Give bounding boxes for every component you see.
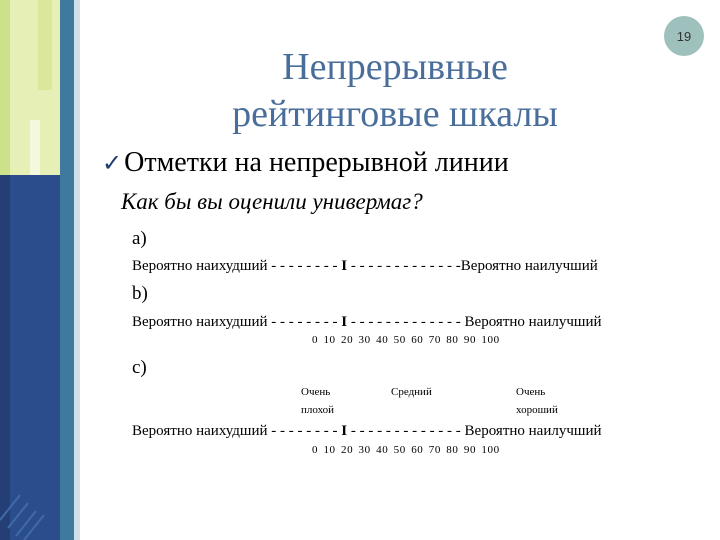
scale-marker: I bbox=[341, 258, 348, 274]
scale-dashes-right: - - - - - - - - - - - - - bbox=[347, 258, 461, 274]
item-c-anchor-right: Очень хороший bbox=[516, 386, 558, 416]
item-b-numbers: 0 10 20 30 40 50 60 70 80 90 100 bbox=[312, 334, 500, 346]
question-text: Как бы вы оценили универмаг? bbox=[121, 189, 423, 214]
scale-left-anchor: Вероятно наихудший bbox=[132, 258, 268, 274]
scale-right-anchor: Вероятно наилучший bbox=[464, 314, 602, 330]
scale-dashes-left: - - - - - - - - bbox=[267, 258, 342, 274]
item-a-label: a) bbox=[132, 228, 147, 249]
scale-right-anchor: Вероятно наилучший bbox=[460, 258, 598, 274]
scale-dashes-left: - - - - - - - - bbox=[267, 423, 342, 439]
scale-left-anchor: Вероятно наихудший bbox=[132, 423, 268, 439]
scale-dashes-right: - - - - - - - - - - - - - bbox=[347, 314, 465, 330]
decorative-sidebar bbox=[0, 0, 100, 540]
scale-dashes-left: - - - - - - - - bbox=[267, 314, 342, 330]
slide-number-badge bbox=[664, 16, 704, 56]
slide-number: 19 bbox=[676, 28, 692, 44]
item-b-label: b) bbox=[132, 283, 148, 304]
item-c-numbers: 0 10 20 30 40 50 60 70 80 90 100 bbox=[312, 444, 500, 456]
title-line-1: Непрерывные bbox=[282, 46, 508, 88]
slide-title bbox=[150, 44, 640, 138]
item-b-scale bbox=[132, 313, 602, 331]
item-c-scale bbox=[132, 422, 602, 440]
scale-left-anchor: Вероятно наихудший bbox=[132, 314, 268, 330]
scale-right-anchor: Вероятно наилучший bbox=[464, 423, 602, 439]
checkmark-icon: ✓ bbox=[102, 149, 123, 177]
item-c-anchor-left: Очень плохой bbox=[301, 386, 335, 416]
bullet-text: Отметки на непрерывной линии bbox=[124, 147, 509, 178]
item-a-scale bbox=[132, 257, 598, 275]
item-c-anchor-middle: Средний bbox=[391, 386, 432, 398]
item-c-label: c) bbox=[132, 357, 147, 378]
main-bullet bbox=[102, 146, 509, 180]
scale-marker: I bbox=[341, 423, 348, 439]
scale-marker: I bbox=[341, 314, 348, 330]
title-line-2: рейтинговые шкалы bbox=[232, 93, 558, 135]
scale-dashes-right: - - - - - - - - - - - - - bbox=[347, 423, 465, 439]
